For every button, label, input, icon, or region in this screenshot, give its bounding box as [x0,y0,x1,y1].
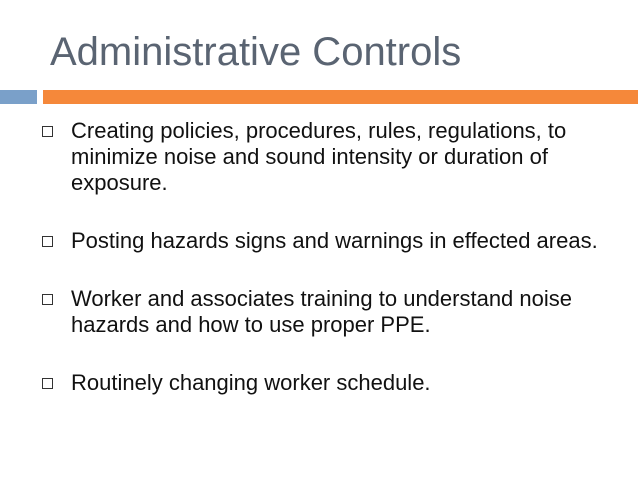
square-bullet-icon [42,126,53,137]
bullet-item [42,370,602,396]
bullet-text: Posting hazards signs and warnings in effected areas. [71,228,598,253]
bullet-text: Creating policies, procedures, rules, regulations, to minimize noise and sound intensity or duration of exposure. [71,118,567,195]
square-bullet-icon [42,378,53,389]
bullet-text: Routinely changing worker schedule. [71,370,431,395]
square-bullet-icon [42,294,53,305]
bullet-item [42,118,602,196]
bullet-list [42,118,602,428]
slide-title: Administrative Controls [50,30,462,74]
bullet-item [42,228,602,254]
bullet-text: Worker and associates training to understand noise hazards and how to use proper PPE. [71,286,572,337]
title-rule-accent-right [43,90,638,104]
bullet-item [42,286,602,338]
square-bullet-icon [42,236,53,247]
title-rule-accent-left [0,90,37,104]
